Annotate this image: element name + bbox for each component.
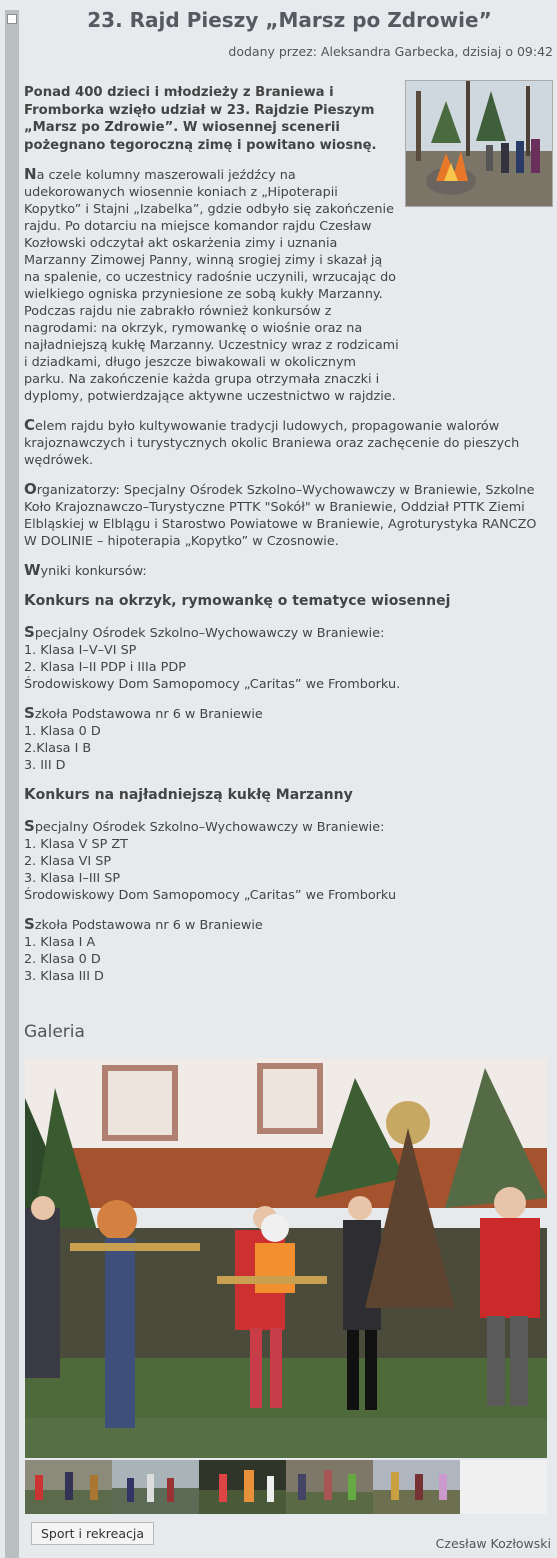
results-group	[24, 705, 548, 774]
result-line: 1. Klasa I–V–VI SP	[24, 643, 137, 658]
gallery-thumbnails	[25, 1460, 547, 1514]
left-margin-bar	[5, 10, 19, 1558]
section-heading-effigy-contest	[24, 786, 548, 804]
group-title: zkoła Podstawowa nr 6 w Braniewie	[34, 918, 263, 933]
results-group	[24, 818, 548, 904]
gallery-thumbnail[interactable]	[286, 1460, 373, 1514]
dropcap: W	[24, 561, 41, 579]
result-line: Środowiskowy Dom Samopomocy „Caritas” we Fromborku	[24, 888, 397, 903]
paragraph-1	[24, 166, 399, 405]
gallery-thumbnail[interactable]	[199, 1460, 286, 1514]
gallery-main-photo[interactable]	[25, 1058, 547, 1458]
dropcap: K	[24, 591, 36, 609]
paragraph-text: yniki konkursów:	[40, 564, 147, 579]
dropcap: O	[24, 480, 37, 498]
result-line: 2. Klasa I–II PDP i IIIa PDP	[24, 660, 186, 675]
gallery-thumbnail[interactable]	[25, 1460, 112, 1514]
paragraph-2	[24, 417, 548, 469]
result-line: Środowiskowy Dom Samopomocy „Caritas” we Fromborku.	[24, 677, 401, 692]
dropcap: C	[24, 416, 36, 434]
group-title: pecjalny Ośrodek Szkolno–Wychowawczy w Braniewie:	[34, 626, 385, 641]
dropcap: S	[24, 623, 35, 641]
results-group	[24, 624, 548, 693]
paragraph-results	[24, 562, 548, 580]
results-group	[24, 916, 548, 985]
paragraph-text: elem rajdu było kultywowanie tradycji ludowych, propagowanie walorów krajoznawczych i turystycznych okolic Braniewa oraz zachęcenie do pieszych wędrówek.	[24, 419, 520, 468]
result-line: 2. Klasa 0 D	[24, 952, 101, 967]
heading-text: onkurs na najładniejszą kukłę Marzanny	[35, 787, 353, 803]
article-lead: Ponad 400 dzieci i młodzieży z Braniewa i Fromborka wzięło udział w 23. Rajdzie Pieszym „Marsz po Zdrowie”. W wiosennej scenerii pożegnano tegoroczną zimę i powitano wiosnę.	[24, 85, 377, 153]
group-title: pecjalny Ośrodek Szkolno–Wychowawczy w Braniewie:	[34, 820, 385, 835]
result-line: 1. Klasa 0 D	[24, 724, 101, 739]
result-line: 2.Klasa I B	[24, 741, 92, 756]
dropcap: K	[24, 785, 36, 803]
result-line: 3. Klasa I–III SP	[24, 871, 121, 886]
author-name: Czesław Kozłowski	[435, 1536, 551, 1551]
section-heading-chant-contest	[24, 592, 548, 610]
paragraph-text: a czele kolumny maszerowali jeźdźcy na udekorowanych wiosennie koniach z „Hipoterapii Kopytko” i Stajni „Izabelka”, gdzie odbyło się zakończenie rajdu. Po dotarciu na miejsce komandor rajdu Czesław Kozłowski odczytał akt oskarżenia zimy i uznania Marzanny Zimowej Panny, winną srogiej zimy i skazał ją na spalenie, co uczestnicy radośnie uczynili, wrzucając do wielkiego ogniska przyniesione ze sobą kukły Marzanny. Podczas rajdu nie zabrakło również konkursów z nagrodami: na okrzyk, rymowankę o wiośnie oraz na najładniejszą kukłę Marzanny. Uczestnicy wraz z rodzicami i dziadkami, długo jeszcze biwakowali w okolicznym parku. Na zakończenie każda grupa otrzymała znaczki i dyplomy, potwierdzające aktywne uczestnictwo w rajdzie.	[24, 168, 399, 404]
heading-text: onkurs na okrzyk, rymowankę o tematyce wiosennej	[35, 593, 451, 609]
dropcap: S	[24, 704, 35, 722]
result-line: 2. Klasa VI SP	[24, 854, 112, 869]
paragraph-organizers	[24, 481, 548, 550]
gallery-thumbnail[interactable]	[112, 1460, 199, 1514]
article-body	[24, 84, 548, 997]
gallery-thumbnail[interactable]	[373, 1460, 460, 1514]
effigy-group-photo	[25, 1058, 547, 1458]
result-line: 3. III D	[24, 758, 66, 773]
dropcap: N	[24, 165, 37, 183]
result-line: 1. Klasa I A	[24, 935, 96, 950]
article-meta: dodany przez: Aleksandra Garbecka, dzisiaj o 09:42	[228, 44, 553, 59]
group-title: zkoła Podstawowa nr 6 w Braniewie	[34, 707, 263, 722]
result-line: 1. Klasa V SP ZT	[24, 837, 128, 852]
gallery-title: Galeria	[24, 1022, 85, 1042]
dropcap: S	[24, 915, 35, 933]
paragraph-text: rganizatorzy: Specjalny Ośrodek Szkolno–Wychowawczy w Braniewie, Szkolne Koło Krajoznawczo–Turystyczne PTTK "Sokół" w Braniewie, Oddział PTTK Ziemi Elbląskiej w Elblągu i Starostwo Powiatowe w Braniewie, Agroturystyka RANCZO W DOLINIE – hipoterapia „Kopytko” w Czosnowie.	[24, 483, 537, 549]
article-title: 23. Rajd Pieszy „Marsz po Zdrowie”	[87, 8, 492, 32]
select-checkbox[interactable]	[7, 14, 17, 24]
dropcap: S	[24, 817, 35, 835]
category-button[interactable]: Sport i rekreacja	[31, 1522, 154, 1545]
result-line: 3. Klasa III D	[24, 969, 104, 984]
